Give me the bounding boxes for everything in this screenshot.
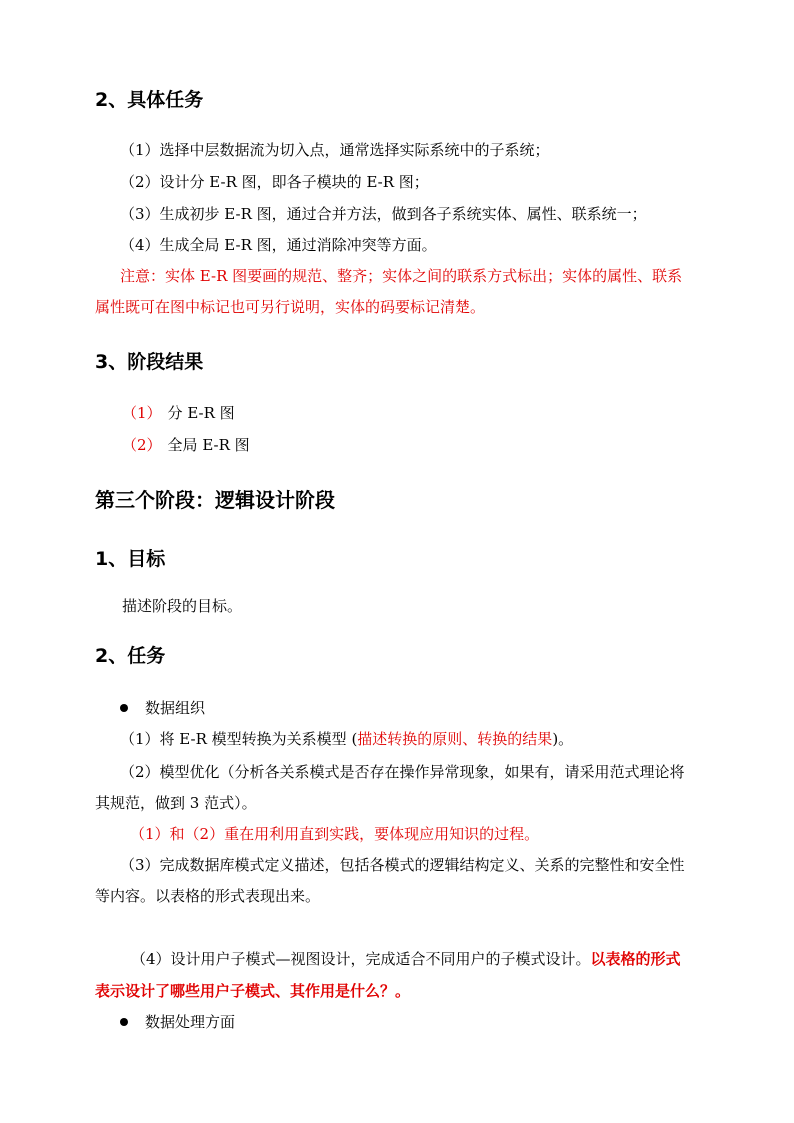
task-item-4: （4）生成全局 E-R 图，通过消除冲突等方面。 (120, 236, 437, 254)
task-item-1: （1）选择中层数据流为切入点，通常选择实际系统中的子系统； (120, 141, 550, 159)
task-convert-er-suffix: )。 (552, 730, 574, 748)
goal-description: 描述阶段的目标。 (122, 597, 243, 615)
task-convert-er-highlight: 描述转换的原则、转换的结果 (357, 730, 553, 748)
task-optimize-line-1: （2）模型优化（分析各关系模式是否存在操作异常现象，如果有，请采用范式理论将 (120, 763, 685, 781)
section-heading-goal: 1、目标 (95, 548, 166, 570)
section-heading-stage-results: 3、阶段结果 (95, 351, 204, 373)
bullet-data-processing: 数据处理方面 (145, 1013, 236, 1031)
result-item-1 (122, 403, 235, 423)
section-heading-tasks: 2、任务 (95, 645, 166, 667)
task-schema-line-1: （3）完成数据库模式定义描述，包括各模式的逻辑结构定义、关系的完整性和安全性 (120, 856, 685, 874)
task-optimize-line-2: 其规范，做到 3 范式）。 (95, 794, 257, 812)
task-subschema-line-2: 表示设计了哪些用户子模式、其作用是什么？。 (95, 982, 411, 1000)
result-item-2-number: （2） (122, 436, 162, 454)
bullet-data-organization: 数据组织 (145, 699, 206, 717)
task-optimize-note: （1）和（2）重在用利用直到实践，要体现应用知识的过程。 (130, 825, 540, 843)
bullet-icon (120, 1018, 128, 1026)
task-item-3: （3）生成初步 E-R 图，通过合并方法，做到各子系统实体、属性、联系统一； (120, 205, 647, 223)
note-line-1: 注意：实体 E-R 图要画的规范、整齐；实体之间的联系方式标出；实体的属性、联系 (120, 267, 683, 285)
task-subschema-prefix: （4）设计用户子模式—视图设计，完成适合不同用户的子模式设计。 (131, 950, 591, 968)
task-subschema-highlight: 以表格的形式 (590, 950, 681, 968)
task-convert-er-prefix: （1）将 E-R 模型转换为关系模型 ( (120, 730, 358, 748)
section-heading-specific-tasks: 2、具体任务 (95, 89, 204, 111)
task-schema-line-2: 等内容。以表格的形式表现出来。 (95, 887, 321, 905)
result-item-2-text: 全局 E-R 图 (167, 436, 250, 454)
note-line-2: 属性既可在图中标记也可另行说明，实体的码要标记清楚。 (95, 298, 486, 316)
result-item-1-text: 分 E-R 图 (167, 404, 235, 422)
task-convert-er (120, 729, 573, 749)
task-subschema-line-1 (131, 949, 681, 969)
task-item-2: （2）设计分 E-R 图，即各子模块的 E-R 图； (120, 173, 429, 191)
stage-three-title: 第三个阶段：逻辑设计阶段 (95, 488, 335, 512)
result-item-1-number: （1） (122, 404, 162, 422)
bullet-icon (120, 704, 128, 712)
result-item-2 (122, 435, 250, 455)
